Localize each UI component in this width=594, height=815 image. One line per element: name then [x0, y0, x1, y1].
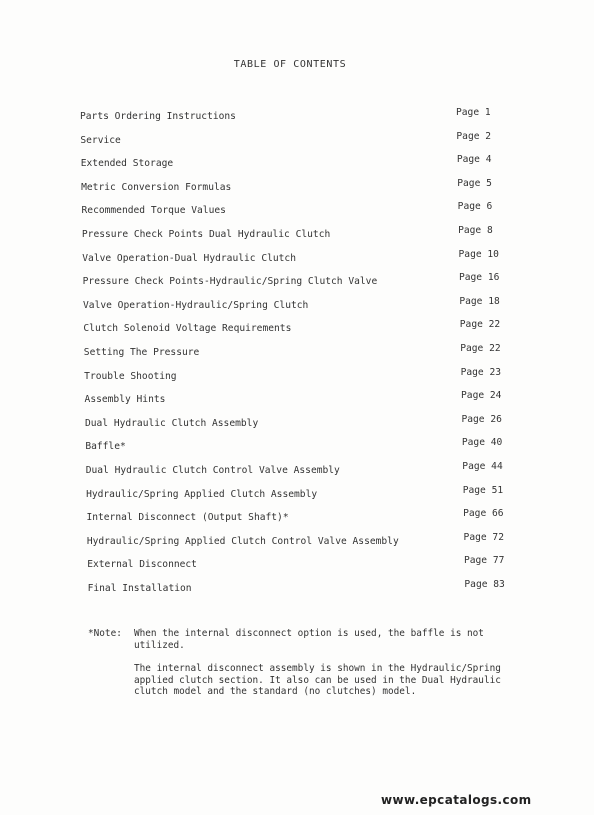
- toc-entry-title: Valve Operation-Dual Hydraulic Clutch: [82, 252, 296, 264]
- toc-entry-title: Pressure Check Points-Hydraulic/Spring Clutch Valve: [82, 276, 378, 288]
- toc-entry-page: Page 18: [459, 295, 500, 307]
- toc-row: [0, 390, 594, 408]
- toc-entry-page: Page 23: [460, 366, 502, 378]
- toc-entry-page: Page 2: [456, 130, 492, 142]
- toc-row: [0, 461, 594, 479]
- toc-row: [0, 437, 594, 455]
- toc-entry-title: Setting The Pressure: [83, 347, 200, 358]
- toc-row: [0, 248, 594, 267]
- toc-row: [0, 295, 594, 314]
- toc-entry-title: Extended Storage: [80, 158, 174, 170]
- toc-entry-page: Page 51: [462, 484, 504, 496]
- toc-row: [0, 366, 594, 385]
- toc-entry-title: Recommended Torque Values: [81, 205, 226, 217]
- toc-row: [0, 413, 594, 432]
- toc-entry-title: Dual Hydraulic Clutch Assembly: [84, 417, 259, 429]
- toc-entry-title: Trouble Shooting: [84, 370, 177, 382]
- toc-row: [0, 130, 594, 149]
- toc-row: [0, 201, 594, 219]
- toc-entry-page: Page 5: [457, 177, 492, 189]
- toc-entry-title: Dual Hydraulic Clutch Control Valve Assembly: [85, 465, 340, 476]
- watermark: www.epcatalogs.com: [381, 793, 532, 807]
- toc-entry-page: Page 66: [463, 508, 504, 520]
- page-title: TABLE OF CONTENTS: [233, 59, 347, 70]
- toc-entry-title: External Disconnect: [87, 559, 197, 571]
- toc-entry-title: Pressure Check Points Dual Hydraulic Clutch: [81, 229, 331, 240]
- toc-row: [0, 555, 594, 573]
- toc-entry-page: Page 10: [458, 248, 499, 260]
- toc-row: [0, 579, 594, 597]
- toc-entry-page: Page 26: [461, 413, 502, 425]
- toc-row: [0, 154, 594, 172]
- toc-entry-title: Final Installation: [87, 583, 192, 594]
- toc-row: [0, 343, 594, 361]
- toc-entry-title: Hydraulic/Spring Applied Clutch Assembly: [86, 488, 318, 500]
- toc-entry-title: Clutch Solenoid Voltage Requirements: [83, 323, 292, 335]
- toc-entry-title: Valve Operation-Hydraulic/Spring Clutch: [83, 299, 309, 311]
- toc-entry-title: Metric Conversion Formulas: [81, 181, 232, 193]
- toc-entry-title: Baffle*: [85, 441, 126, 453]
- toc-row: [0, 225, 594, 243]
- toc-row: [0, 272, 594, 290]
- toc-entry-page: Page 1: [456, 107, 491, 118]
- toc-entry-page: Page 8: [458, 225, 493, 236]
- toc-entry-title: Hydraulic/Spring Applied Clutch Control Valve Assembly: [86, 535, 399, 547]
- toc-entry-page: Page 77: [463, 555, 505, 567]
- toc-entry-page: Page 83: [464, 579, 505, 590]
- toc-row: [0, 508, 594, 526]
- toc-entry-title: Internal Disconnect (Output Shaft)*: [86, 512, 289, 524]
- toc-entry-page: Page 16: [458, 272, 500, 284]
- toc-entry-page: Page 40: [461, 437, 503, 449]
- toc-entry-page: Page 22: [460, 343, 501, 354]
- note-marker: *Note:: [88, 628, 122, 639]
- toc-row: [0, 107, 594, 125]
- toc-entry-page: Page 6: [457, 201, 493, 213]
- toc-entry-title: Parts Ordering Instructions: [80, 111, 236, 122]
- note-paragraph-2: The internal disconnect assembly is shown in the Hydraulic/Spring applied clutch section. It also can be used in the Dual Hydraulic clutch model and the standard (no clutches) model.: [134, 663, 501, 697]
- toc-entry-page: Page 24: [461, 390, 502, 402]
- note-paragraph-1: When the internal disconnect option is used, the baffle is not utilized.: [134, 628, 484, 651]
- toc-entry-page: Page 44: [462, 461, 503, 472]
- toc-entry-title: Assembly Hints: [84, 394, 166, 406]
- toc-entry-title: Service: [80, 134, 121, 146]
- toc-entry-page: Page 22: [459, 319, 501, 331]
- toc-entry-page: Page 4: [456, 154, 492, 166]
- toc-entry-page: Page 72: [463, 531, 504, 543]
- toc-row: [0, 319, 594, 337]
- toc-row: [0, 531, 594, 550]
- toc-row: [0, 484, 594, 503]
- toc-row: [0, 177, 594, 196]
